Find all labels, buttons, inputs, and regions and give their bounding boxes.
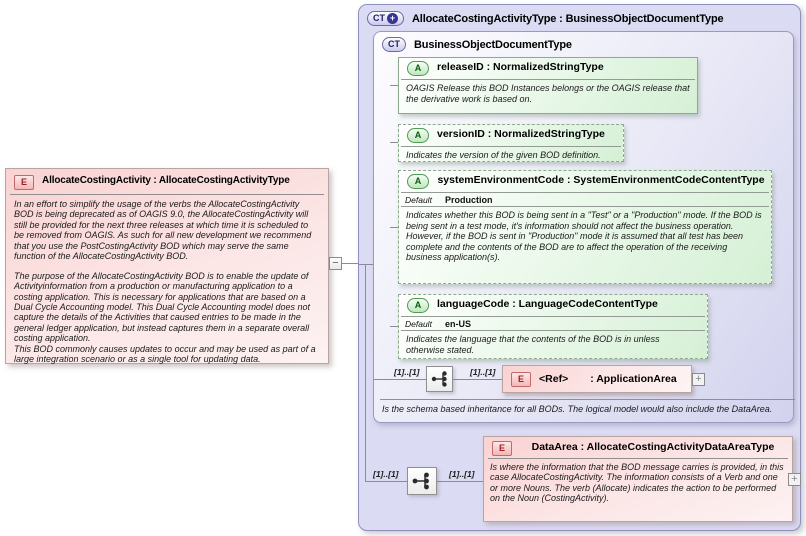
attribute-badge: A [407, 298, 429, 313]
attribute-title: releaseID : NormalizedStringType [437, 61, 604, 73]
attribute-badge: A [407, 128, 429, 143]
basetype-box-businessobjectdocumenttype[interactable] [373, 31, 794, 423]
complextype-derived-badge [367, 11, 404, 26]
default-value: en-US [445, 319, 472, 329]
cardinality-label: [1]..[1] [373, 469, 399, 479]
element-type-label: : ApplicationArea [590, 373, 677, 385]
element-box-dataarea[interactable] [483, 436, 793, 522]
element-ref-label: <Ref> [539, 373, 569, 385]
complextype-title: AllocateCostingActivityType : BusinessObjectDocumentType [412, 12, 724, 25]
sequence-icon[interactable] [426, 366, 453, 392]
element-header [484, 437, 792, 458]
attribute-title: languageCode : LanguageCodeContentType [437, 298, 658, 310]
attribute-annotation: Indicates the language that the contents of the BOD is in unless otherwise stated. [401, 330, 705, 358]
connector-line [390, 85, 398, 86]
default-value: Production [445, 195, 493, 205]
default-label: Default [405, 195, 432, 205]
element-annotation [6, 195, 328, 369]
cardinality-label: [1]..[1] [449, 469, 475, 479]
connector-line [390, 326, 398, 327]
complextype-box-allocatecostingactivitytype[interactable] [358, 4, 801, 531]
default-value-row [401, 316, 705, 330]
expand-icon[interactable]: + [692, 373, 705, 386]
attribute-box-systemenvironmentcode[interactable] [398, 170, 772, 284]
element-badge: E [511, 372, 531, 387]
attribute-header [399, 295, 707, 316]
attribute-box-languagecode[interactable] [398, 294, 708, 359]
divider [380, 399, 795, 400]
attribute-header [399, 58, 697, 79]
attribute-annotation: Indicates the version of the given BOD definition. [401, 146, 621, 162]
element-badge: E [14, 175, 34, 190]
connector-line [359, 264, 373, 265]
element-header [6, 169, 328, 194]
doc-paragraph: The purpose of the AllocateCostingActivity BOD is to enable the update of Activityinformation from a production or manufacturing application to a costing application. This is necessary for applications that are based on a Dual Cycle Accounting model. This Dual Cycle Accounting model does not capture the details of the Activities that caused entries to be made in the general ledger application, but instead captures them in a separate overall costing application. [14, 270, 310, 344]
cardinality-label: [1]..[1] [470, 367, 496, 377]
element-box-applicationarea-ref[interactable] [502, 365, 692, 393]
attribute-badge: A [407, 174, 429, 189]
attribute-box-releaseid[interactable] [398, 57, 698, 114]
element-title: AllocateCostingActivity : AllocateCostingActivityType [42, 175, 290, 186]
sequence-glyph [411, 471, 433, 491]
basetype-header [374, 32, 793, 55]
attribute-badge: A [407, 61, 429, 76]
expand-icon[interactable]: + [788, 473, 801, 486]
default-value-row [401, 192, 769, 206]
connector-line [390, 227, 398, 228]
derivation-plus-icon: + [387, 13, 398, 24]
attribute-box-versionid[interactable] [398, 124, 624, 162]
basetype-annotation: Is the schema based inheritance for all BODs. The logical model would also include the DataArea. [382, 404, 773, 414]
attribute-title: versionID : NormalizedStringType [437, 128, 605, 140]
attribute-header [399, 171, 771, 192]
ct-badge-label: CT [373, 13, 385, 23]
attribute-annotation: OAGIS Release this BOD Instances belongs or the OAGIS release that the derivative work is based on. [401, 79, 695, 107]
connector-line [365, 481, 407, 482]
attribute-header [399, 125, 623, 146]
connector-line [374, 379, 426, 380]
complextype-header [359, 5, 800, 30]
cardinality-label: [1]..[1] [394, 367, 420, 377]
doc-paragraph: In an effort to simplify the usage of the verbs the AllocateCostingActivity BOD is being deprecated as of OAGIS 9.0, the AllocateCostingActivity will still be provided for the next three releases at which time it is scheduled to be removed from OAGIS. As such for all new development we recommend that you use the PostCostingActivity BOD which may serve the same function of the AllocateCostingActivity BOD. [14, 199, 312, 262]
doc-paragraph: This BOD commonly causes updates to occur and may be used as part of a large integration scenario or as a single tool for updating data. [14, 343, 316, 365]
sequence-icon[interactable] [407, 467, 437, 495]
connector-line [342, 263, 358, 264]
ct-badge-label: CT [388, 39, 400, 49]
collapse-icon[interactable]: − [329, 257, 342, 270]
connector-line [365, 264, 366, 481]
element-title: DataArea : AllocateCostingActivityDataAreaType [531, 441, 775, 453]
element-badge: E [492, 441, 512, 456]
element-annotation: Is where the information that the BOD message carries is provided, in this case AllocateCostingActivity. The information consists of a Verb and one or more Nouns. The verb (Allocate) indicates the action to be performed on the Noun (CostingActivity). [490, 462, 784, 504]
connector-line [437, 481, 483, 482]
connector-line [453, 379, 502, 380]
default-label: Default [405, 319, 432, 329]
connector-line [390, 142, 398, 143]
basetype-ct-badge [382, 37, 406, 52]
attribute-annotation: Indicates whether this BOD is being sent in a "Test" or a "Production" mode. If the BOD is being sent in a test mode, it's information should not affect the business operation. However, if the BOD is sent in "Production" mode it is assumed that all test has been complete and the contents of the BOD are to affect the operation of the receiving business application(s). [401, 206, 769, 266]
basetype-title: BusinessObjectDocumentType [414, 38, 572, 51]
sequence-glyph [430, 370, 450, 388]
attribute-title: systemEnvironmentCode : SystemEnvironmentCodeContentType [437, 174, 765, 186]
element-box-allocatecostingactivity[interactable] [5, 168, 329, 364]
